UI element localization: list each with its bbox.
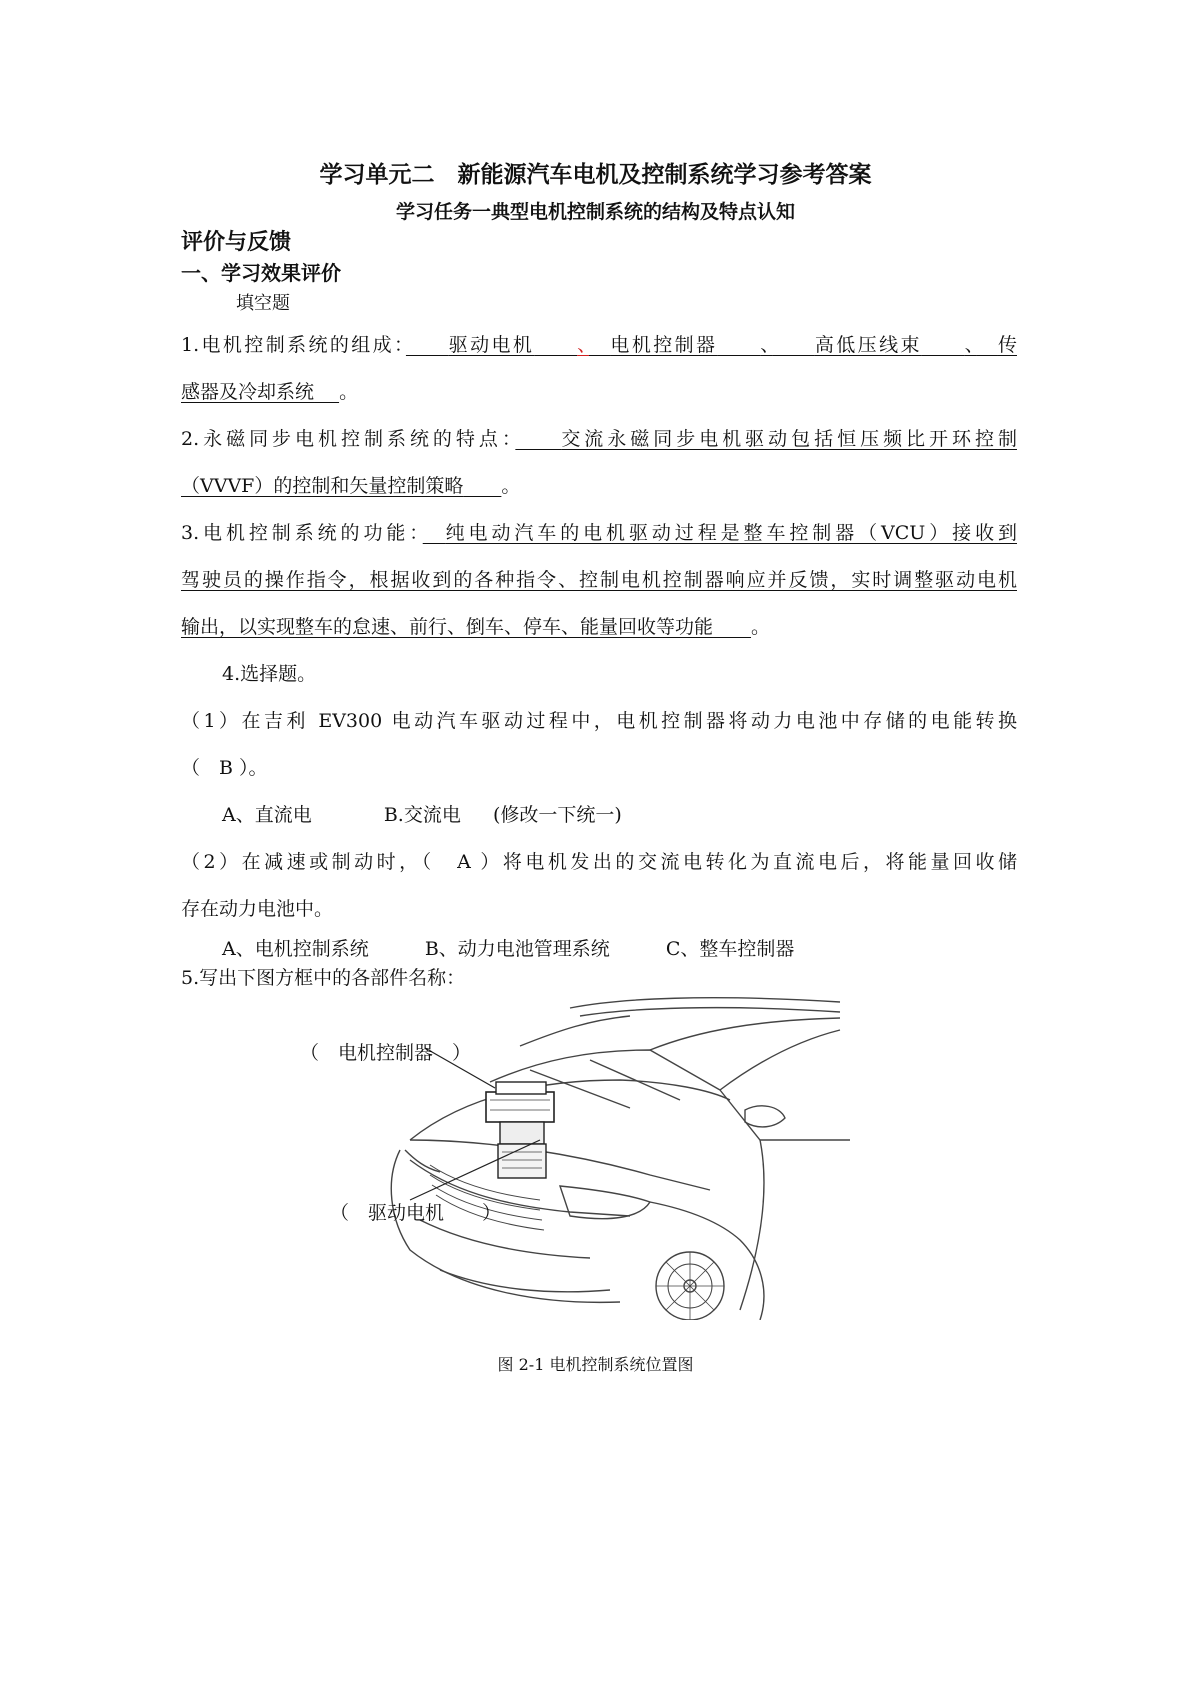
q4-sub1-line2: （ B ）。 bbox=[181, 757, 268, 779]
q4-sub1-option-b: B.交流电 bbox=[383, 804, 461, 826]
q1-answer-4: 感器及冷却系统 bbox=[181, 381, 315, 403]
q4-sub1-answer: B bbox=[219, 757, 233, 779]
q2-prefix: 2.永磁同步电机控制系统的特点： bbox=[181, 428, 516, 450]
label-motor-controller: （ 电机控制器 ） bbox=[300, 1042, 472, 1064]
q4-sub1-note: (修改一下统一) bbox=[492, 804, 622, 826]
q1-line1 bbox=[181, 333, 1017, 357]
q3-answer: 纯电动汽车的电机驱动过程是整车控制器（VCU）接收到 bbox=[445, 522, 1017, 544]
q5-label: 5.写出下图方框中的各部件名称： bbox=[181, 967, 466, 989]
fill-blank-label: 填空题 bbox=[236, 293, 290, 314]
section-heading: 评价与反馈 bbox=[181, 230, 292, 255]
q4-sub2-line1: （2）在减速或制动时，（ A ）将电机发出的交流电转化为直流电后，将能量回收储 bbox=[181, 851, 1017, 873]
q4-sub2-option-c: C、整车控制器 bbox=[665, 938, 795, 960]
document-subtitle: 学习任务一典型电机控制系统的结构及特点认知 bbox=[395, 201, 795, 223]
subsection-heading: 一、学习效果评价 bbox=[181, 261, 341, 285]
document-title: 学习单元二 新能源汽车电机及控制系统学习参考答案 bbox=[319, 162, 872, 188]
q2-line2: （VVVF）的控制和矢量控制策略 。 bbox=[181, 475, 521, 497]
q2-answer: 交流永磁同步电机驱动包括恒压频比开环控制 bbox=[561, 428, 1017, 450]
label-drive-motor: （ 驱动电机 ） bbox=[330, 1202, 502, 1224]
q1-prefix: 1.电机控制系统的组成： bbox=[181, 334, 406, 356]
q4-sub1-option-a: A、直流电 bbox=[222, 804, 312, 826]
figure-caption: 图 2-1 电机控制系统位置图 bbox=[497, 1355, 694, 1374]
q3-line1 bbox=[181, 521, 1017, 545]
q4-sub2-options bbox=[222, 937, 794, 961]
q3-line3: 输出，以实现整车的怠速、前行、倒车、停车、能量回收等功能 。 bbox=[181, 616, 771, 638]
q1-answer-2: 电机控制器 、 高低压线束 、 传 bbox=[610, 334, 1017, 356]
q4-sub2-option-b: B、动力电池管理系统 bbox=[424, 938, 610, 960]
q1-sep-1: 、 bbox=[577, 334, 590, 356]
q1-line2: 感器及冷却系统 。 bbox=[181, 381, 359, 403]
q4-sub2-option-a: A、电机控制系统 bbox=[222, 938, 369, 960]
q4-label: 4.选择题。 bbox=[222, 663, 317, 685]
q4-sub1-options bbox=[222, 803, 622, 827]
q4-sub2-answer: A bbox=[457, 851, 471, 873]
q4-sub1-line1: （1）在吉利 EV300 电动汽车驱动过程中，电机控制器将动力电池中存储的电能转换 bbox=[181, 710, 1017, 732]
q2-answer-cont: （VVVF）的控制和矢量控制策略 bbox=[181, 475, 464, 497]
q3-prefix: 3.电机控制系统的功能： bbox=[181, 522, 423, 544]
q4-sub2-line2: 存在动力电池中。 bbox=[181, 898, 334, 920]
q3-answer-end: 输出，以实现整车的怠速、前行、倒车、停车、能量回收等功能 bbox=[181, 616, 714, 638]
q1-answer-1: 驱动电机 bbox=[448, 334, 535, 356]
q2-line1 bbox=[181, 427, 1017, 451]
q3-line2: 驾驶员的操作指令，根据收到的各种指令、控制电机控制器响应并反馈，实时调整驱动电机 bbox=[181, 569, 1017, 591]
